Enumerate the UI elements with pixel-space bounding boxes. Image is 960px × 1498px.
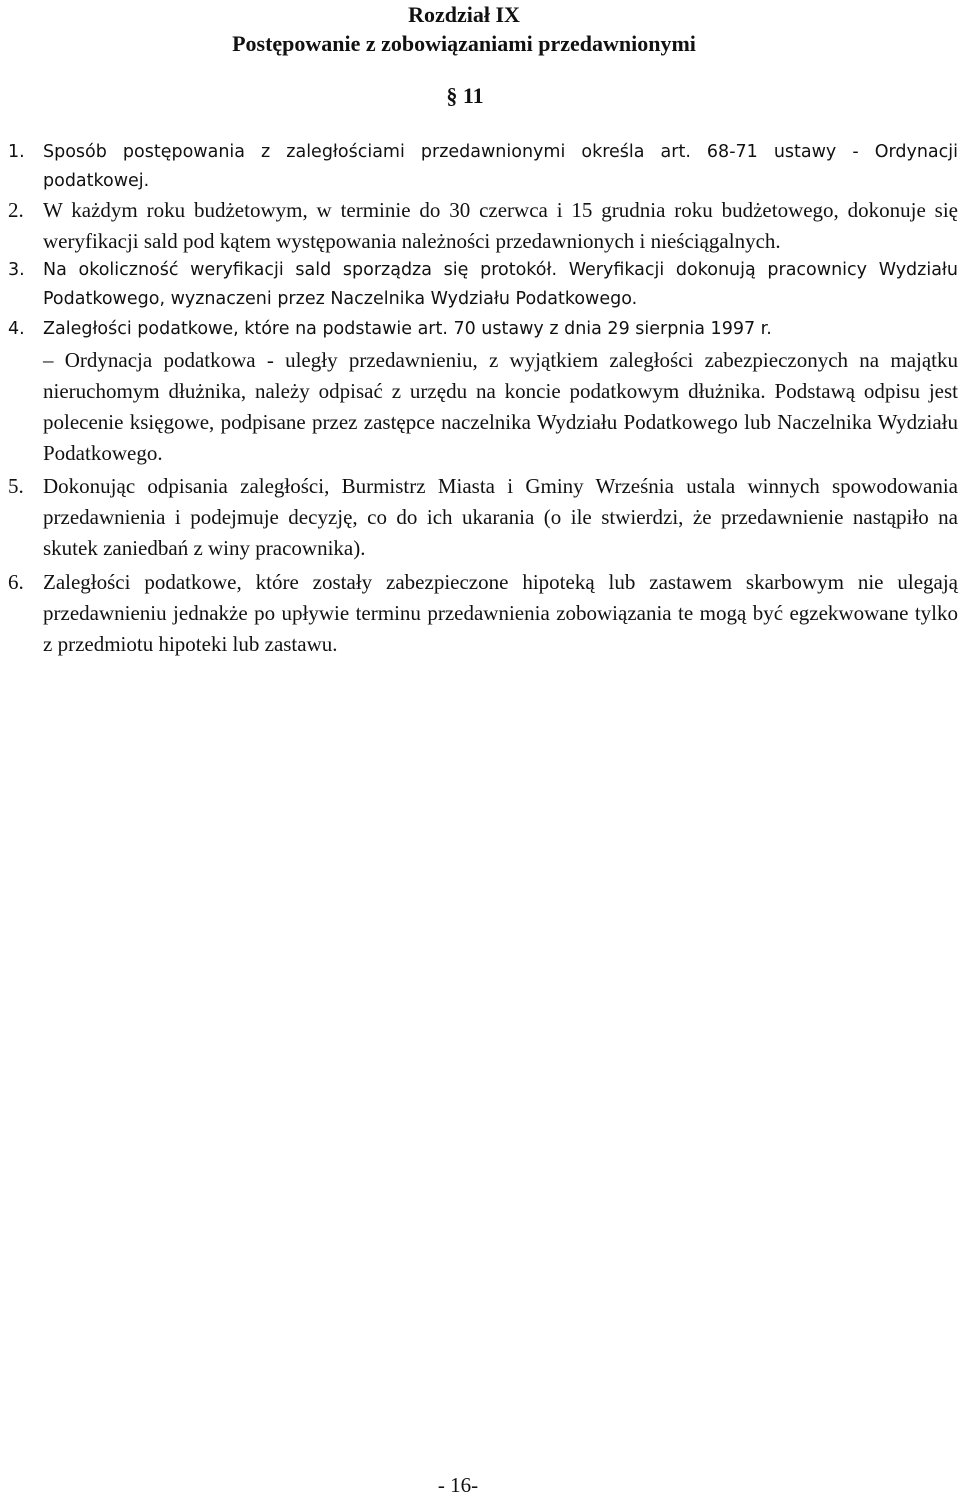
numbered-list (8, 138, 958, 660)
item-text: Na okoliczność weryfikacji sald sporządza się protokół. Weryfikacji dokonują pracownicy Wydziału Podatkowego, wyznaczeni przez Naczelnika Wydziału Podatkowego. (43, 260, 958, 309)
item-number: 2. (8, 198, 24, 222)
item-number: 3. (8, 260, 25, 280)
chapter-label: Rozdział IX (408, 2, 520, 27)
item-text: Zaległości podatkowe, które zostały zabezpieczone hipoteką lub zastawem skarbowym nie ulegają przedawnieniu jednakże po upływie terminu przedawnienia zobowiązania te mogą być egzekwowane tylko z przedmiotu hipoteki lub zastawu. (43, 570, 958, 656)
section-number: § 11 (446, 83, 484, 108)
chapter-header (0, 0, 928, 58)
list-item-1 (8, 138, 958, 196)
item-text: W każdym roku budżetowym, w terminie do 30 czerwca i 15 grudnia roku budżetowego, dokonuje się weryfikacji sald pod kątem występowania należności przedawnionych i nieściągalnych. (43, 198, 958, 253)
list-item-6 (8, 567, 958, 660)
chapter-title: Postępowanie z zobowiązaniami przedawnionymi (232, 31, 696, 56)
item-number: 5. (8, 474, 24, 498)
item-number: 1. (8, 142, 25, 162)
item-text: Sposób postępowania z zaległościami przedawnionymi określa art. 68-71 ustawy - Ordynacji podatkowej. (43, 142, 958, 191)
item-number: 4. (8, 319, 25, 339)
list-item-4 (8, 315, 958, 469)
item-text-part-1: Zaległości podatkowe, które na podstawie art. 70 ustawy z dnia 29 sierpnia 1997 r. (43, 319, 772, 339)
page-number: - 16- (437, 1473, 479, 1497)
list-item-5 (8, 471, 958, 564)
item-text-part-2: – Ordynacja podatkowa - uległy przedawnieniu, z wyjątkiem zaległości zabezpieczonych na majątku nieruchomym dłużnika, należy odpisać z urzędu na koncie podatkowym dłużnika. Podstawą odpisu jest polecenie księgowe, podpisane przez zastępce naczelnika Wydziału Podatkowego lub Naczelnika Wydziału Podatkowego. (43, 348, 958, 465)
item-number: 6. (8, 570, 24, 594)
list-item-3 (8, 256, 958, 314)
item-text: Dokonując odpisania zaległości, Burmistrz Miasta i Gminy Września ustala winnych spowodowania przedawnienia i podejmuje decyzję, co do ich ukarania (o ile stwierdzi, że przedawnienie nastąpiło na skutek zaniedbań z winy pracownika). (43, 474, 958, 560)
list-item-2 (8, 195, 958, 257)
